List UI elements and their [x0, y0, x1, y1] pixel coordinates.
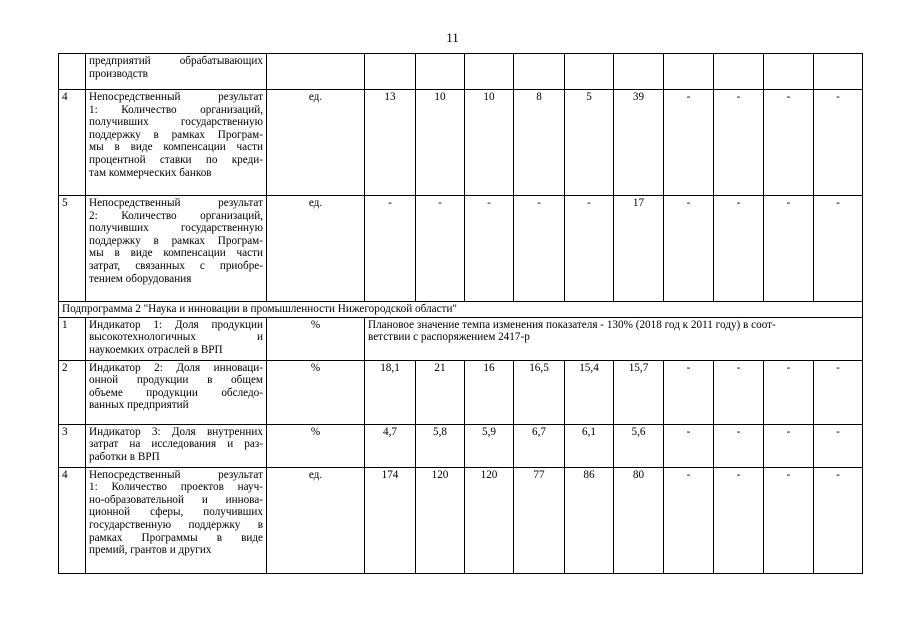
indicator-name-line: премий, грантов и других [89, 544, 212, 557]
value-cell: 15,7 [614, 360, 664, 424]
value-cell [664, 54, 714, 90]
value-cell [614, 54, 664, 90]
value-cell: - [814, 196, 863, 302]
unit-cell: % [267, 317, 365, 360]
indicator-name [86, 196, 267, 302]
value-cell: 5,8 [416, 424, 465, 467]
value-cell: - [664, 196, 714, 302]
value-cell: - [764, 196, 814, 302]
indicator-name-line: мы в виде компенсации части [89, 141, 263, 154]
value-cell: 10 [465, 90, 514, 196]
indicator-name [86, 317, 267, 360]
table-row [59, 54, 863, 90]
indicator-name-line: процентной ставки по креди- [89, 153, 263, 166]
table-row [59, 424, 863, 467]
indicator-name-line: предприятий обрабатывающих [89, 55, 263, 67]
value-cell: - [465, 196, 514, 302]
value-cell: 5 [565, 90, 614, 196]
table-row [59, 360, 863, 424]
value-cell: - [664, 90, 714, 196]
indicator-name-line: Индикатор 1: Доля продукции [89, 318, 263, 331]
indicator-name-line: Непосредственный результат [89, 468, 263, 481]
value-cell: - [814, 424, 863, 467]
value-cell: - [764, 360, 814, 424]
indicator-name-line: высокотехнологичных и [89, 331, 263, 344]
indicator-name-line: тением оборудования [89, 272, 192, 285]
value-cell: 77 [514, 467, 565, 573]
value-cell [565, 54, 614, 90]
value-cell: 5,6 [614, 424, 664, 467]
value-cell: 6,1 [565, 424, 614, 467]
value-cell: 17 [614, 196, 664, 302]
value-cell: - [664, 360, 714, 424]
indicator-name [86, 467, 267, 573]
value-cell: 6,7 [514, 424, 565, 467]
indicator-name-line: Непосредственный результат [89, 91, 263, 103]
value-cell: 174 [365, 467, 416, 573]
unit-cell [267, 54, 365, 90]
value-cell [514, 54, 565, 90]
value-cell: 16,5 [514, 360, 565, 424]
value-cell [714, 54, 764, 90]
indicator-name-line: поддержку в рамках Програм- [89, 128, 263, 141]
value-cell: - [714, 196, 764, 302]
indicator-name-line: рамках Программы в виде [89, 531, 263, 544]
unit-cell: % [267, 360, 365, 424]
unit-cell: ед. [267, 196, 365, 302]
value-cell: 13 [365, 90, 416, 196]
value-cell: 120 [465, 467, 514, 573]
indicator-name-line: там коммерческих банков [89, 166, 212, 179]
unit-cell: % [267, 424, 365, 467]
value-cell: - [814, 90, 863, 196]
indicator-name-line: производств [89, 67, 148, 80]
indicator-name-line: онной продукции в общем [89, 374, 263, 387]
row-number: 3 [59, 424, 86, 467]
value-cell: 86 [565, 467, 614, 573]
indicator-name-line: но-образовательной и иннова- [89, 493, 263, 506]
value-cell [764, 54, 814, 90]
indicator-name-line: наукоемких отраслей в ВРП [89, 343, 223, 356]
indicator-name-line: поддержку в рамках Програм- [89, 234, 263, 247]
indicator-name-line: ционной сферы, получивших [89, 506, 263, 519]
section-title: Подпрограмма 2 "Наука и инновации в промышленности Нижегородской области" [59, 302, 863, 318]
value-cell [416, 54, 465, 90]
indicator-name-line: Индикатор 2: Доля инноваци- [89, 361, 263, 374]
row-number: 4 [59, 467, 86, 573]
value-cell: 4,7 [365, 424, 416, 467]
row-number [59, 54, 86, 90]
table-row [59, 196, 863, 302]
indicator-name-line: получивших государственную [89, 116, 263, 129]
value-cell: - [764, 424, 814, 467]
value-cell: - [764, 467, 814, 573]
value-cell: - [764, 90, 814, 196]
indicator-name-line: 1: Количество организаций, [89, 103, 263, 116]
indicator-name-line: государственную поддержку в [89, 518, 263, 531]
value-cell: - [365, 196, 416, 302]
value-cell: 80 [614, 467, 664, 573]
value-cell: - [714, 467, 764, 573]
unit-cell: ед. [267, 90, 365, 196]
indicator-name-line: затрат на исследования и раз- [89, 438, 263, 451]
value-cell: - [664, 424, 714, 467]
section-row [59, 302, 863, 318]
indicator-name-line: объеме продукции обследо- [89, 386, 263, 399]
value-cell: 10 [416, 90, 465, 196]
value-cell: - [814, 467, 863, 573]
indicators-table [58, 53, 863, 574]
indicator-name-line: 2: Количество организаций, [89, 209, 263, 222]
indicator-name [86, 360, 267, 424]
indicator-name-line: Индикатор 3: Доля внутренних [89, 425, 263, 438]
indicator-name [86, 54, 267, 90]
indicator-name-line: мы в виде компенсации части [89, 247, 263, 260]
value-cell: - [664, 467, 714, 573]
row-number: 1 [59, 317, 86, 360]
table-row [59, 317, 863, 360]
planned-value-note [365, 317, 863, 360]
value-cell: 16 [465, 360, 514, 424]
table-body [59, 54, 863, 574]
value-cell: - [714, 424, 764, 467]
page-number: 11 [446, 30, 459, 45]
indicator-name [86, 90, 267, 196]
indicator-name-line: затрат, связанных с приобре- [89, 259, 263, 272]
value-cell: - [714, 360, 764, 424]
value-cell [365, 54, 416, 90]
table-row [59, 90, 863, 196]
value-cell: - [514, 196, 565, 302]
value-cell [814, 54, 863, 90]
indicator-name-line: 1: Количество проектов науч- [89, 481, 263, 494]
value-cell: 8 [514, 90, 565, 196]
unit-cell: ед. [267, 467, 365, 573]
value-cell [465, 54, 514, 90]
value-cell: 39 [614, 90, 664, 196]
value-cell: - [416, 196, 465, 302]
indicator-name [86, 424, 267, 467]
value-cell: 120 [416, 467, 465, 573]
value-cell: 15,4 [565, 360, 614, 424]
value-cell: 5,9 [465, 424, 514, 467]
row-number: 5 [59, 196, 86, 302]
planned-value-note-line: Плановое значение темпа изменения показателя - 130% (2018 год к 2011 году) в соот- [368, 318, 776, 331]
indicator-name-line: Непосредственный результат [89, 197, 263, 209]
value-cell: 21 [416, 360, 465, 424]
indicator-name-line: получивших государственную [89, 222, 263, 235]
indicator-name-line: работки в ВРП [89, 450, 160, 463]
value-cell: 18,1 [365, 360, 416, 424]
row-number: 4 [59, 90, 86, 196]
row-number: 2 [59, 360, 86, 424]
indicator-name-line: ванных предприятий [89, 399, 189, 412]
table-row [59, 467, 863, 573]
value-cell: - [814, 360, 863, 424]
planned-value-note-line: ветствии с распоряжением 2417-р [368, 331, 530, 344]
value-cell: - [565, 196, 614, 302]
value-cell: - [714, 90, 764, 196]
